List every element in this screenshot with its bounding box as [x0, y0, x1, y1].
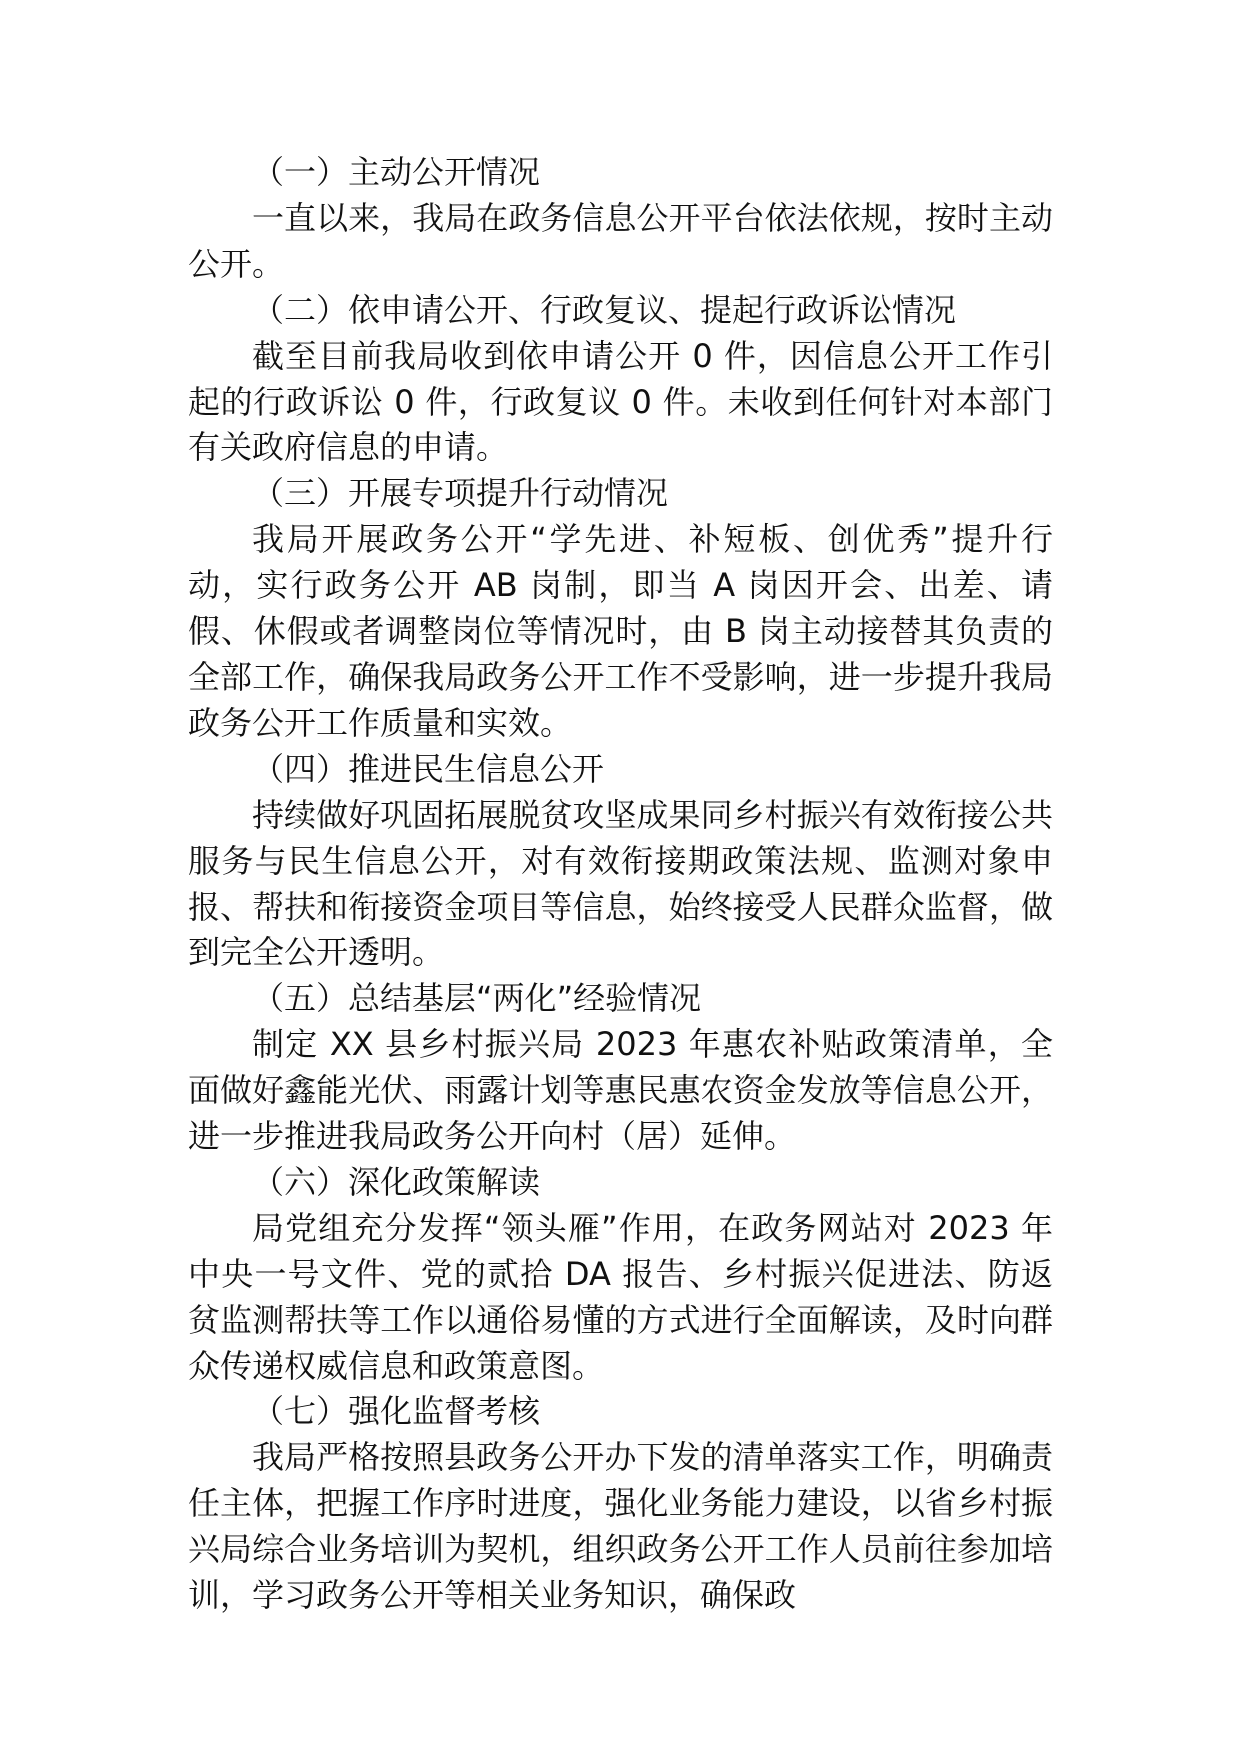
section-body-3: 我局开展政务公开“学先进、补短板、创优秀”提升行动，实行政务公开 AB 岗制，即当 A 岗因开会、出差、请假、休假或者调整岗位等情况时，由 B 岗主动接替其负责的全部工作，确保我局政务公开工作不受影响，进一步提升我局政务公开工作质量和实效。	[188, 520, 1053, 742]
section-heading-5: （五）总结基层“两化”经验情况	[252, 979, 702, 1018]
section-body-1: 一直以来，我局在政务信息公开平台依法依规，按时主动公开。	[188, 198, 1053, 283]
section-body-6: 局党组充分发挥“领头雁”作用，在政务网站对 2023 年中央一号文件、党的贰拾 DA 报告、乡村振兴促进法、防返贫监测帮扶等工作以通俗易懂的方式进行全面解读，及时向群众传递权威信息和政策意图。	[188, 1208, 1053, 1385]
section-heading-2: （二）依申请公开、行政复议、提起行政诉讼情况	[252, 290, 957, 329]
section-body-5: 制定 XX 县乡村振兴局 2023 年惠农补贴政策清单，全面做好鑫能光伏、雨露计划等惠民惠农资金发放等信息公开，进一步推进我局政务公开向村（居）延伸。	[188, 1025, 1053, 1156]
document-page	[188, 150, 1053, 1619]
section-body-4: 持续做好巩固拓展脱贫攻坚成果同乡村振兴有效衔接公共服务与民生信息公开，对有效衔接期政策法规、监测对象申报、帮扶和衔接资金项目等信息，始终接受人民群众监督，做到完全公开透明。	[188, 795, 1053, 972]
section-heading-4: （四）推进民生信息公开	[252, 749, 605, 788]
section-body-7: 我局严格按照县政务公开办下发的清单落实工作，明确责任主体，把握工作序时进度，强化业务能力建设，以省乡村振兴局综合业务培训为契机，组织政务公开工作人员前往参加培训，学习政务公开等相关业务知识，确保政	[188, 1438, 1053, 1615]
section-heading-3: （三）开展专项提升行动情况	[252, 474, 669, 513]
section-body-2: 截至目前我局收到依申请公开 0 件，因信息公开工作引起的行政诉讼 0 件，行政复议 0 件。未收到任何针对本部门有关政府信息的申请。	[188, 336, 1053, 467]
section-heading-7: （七）强化监督考核	[252, 1392, 541, 1431]
section-heading-6: （六）深化政策解读	[252, 1162, 541, 1201]
section-heading-1: （一）主动公开情况	[252, 153, 541, 191]
